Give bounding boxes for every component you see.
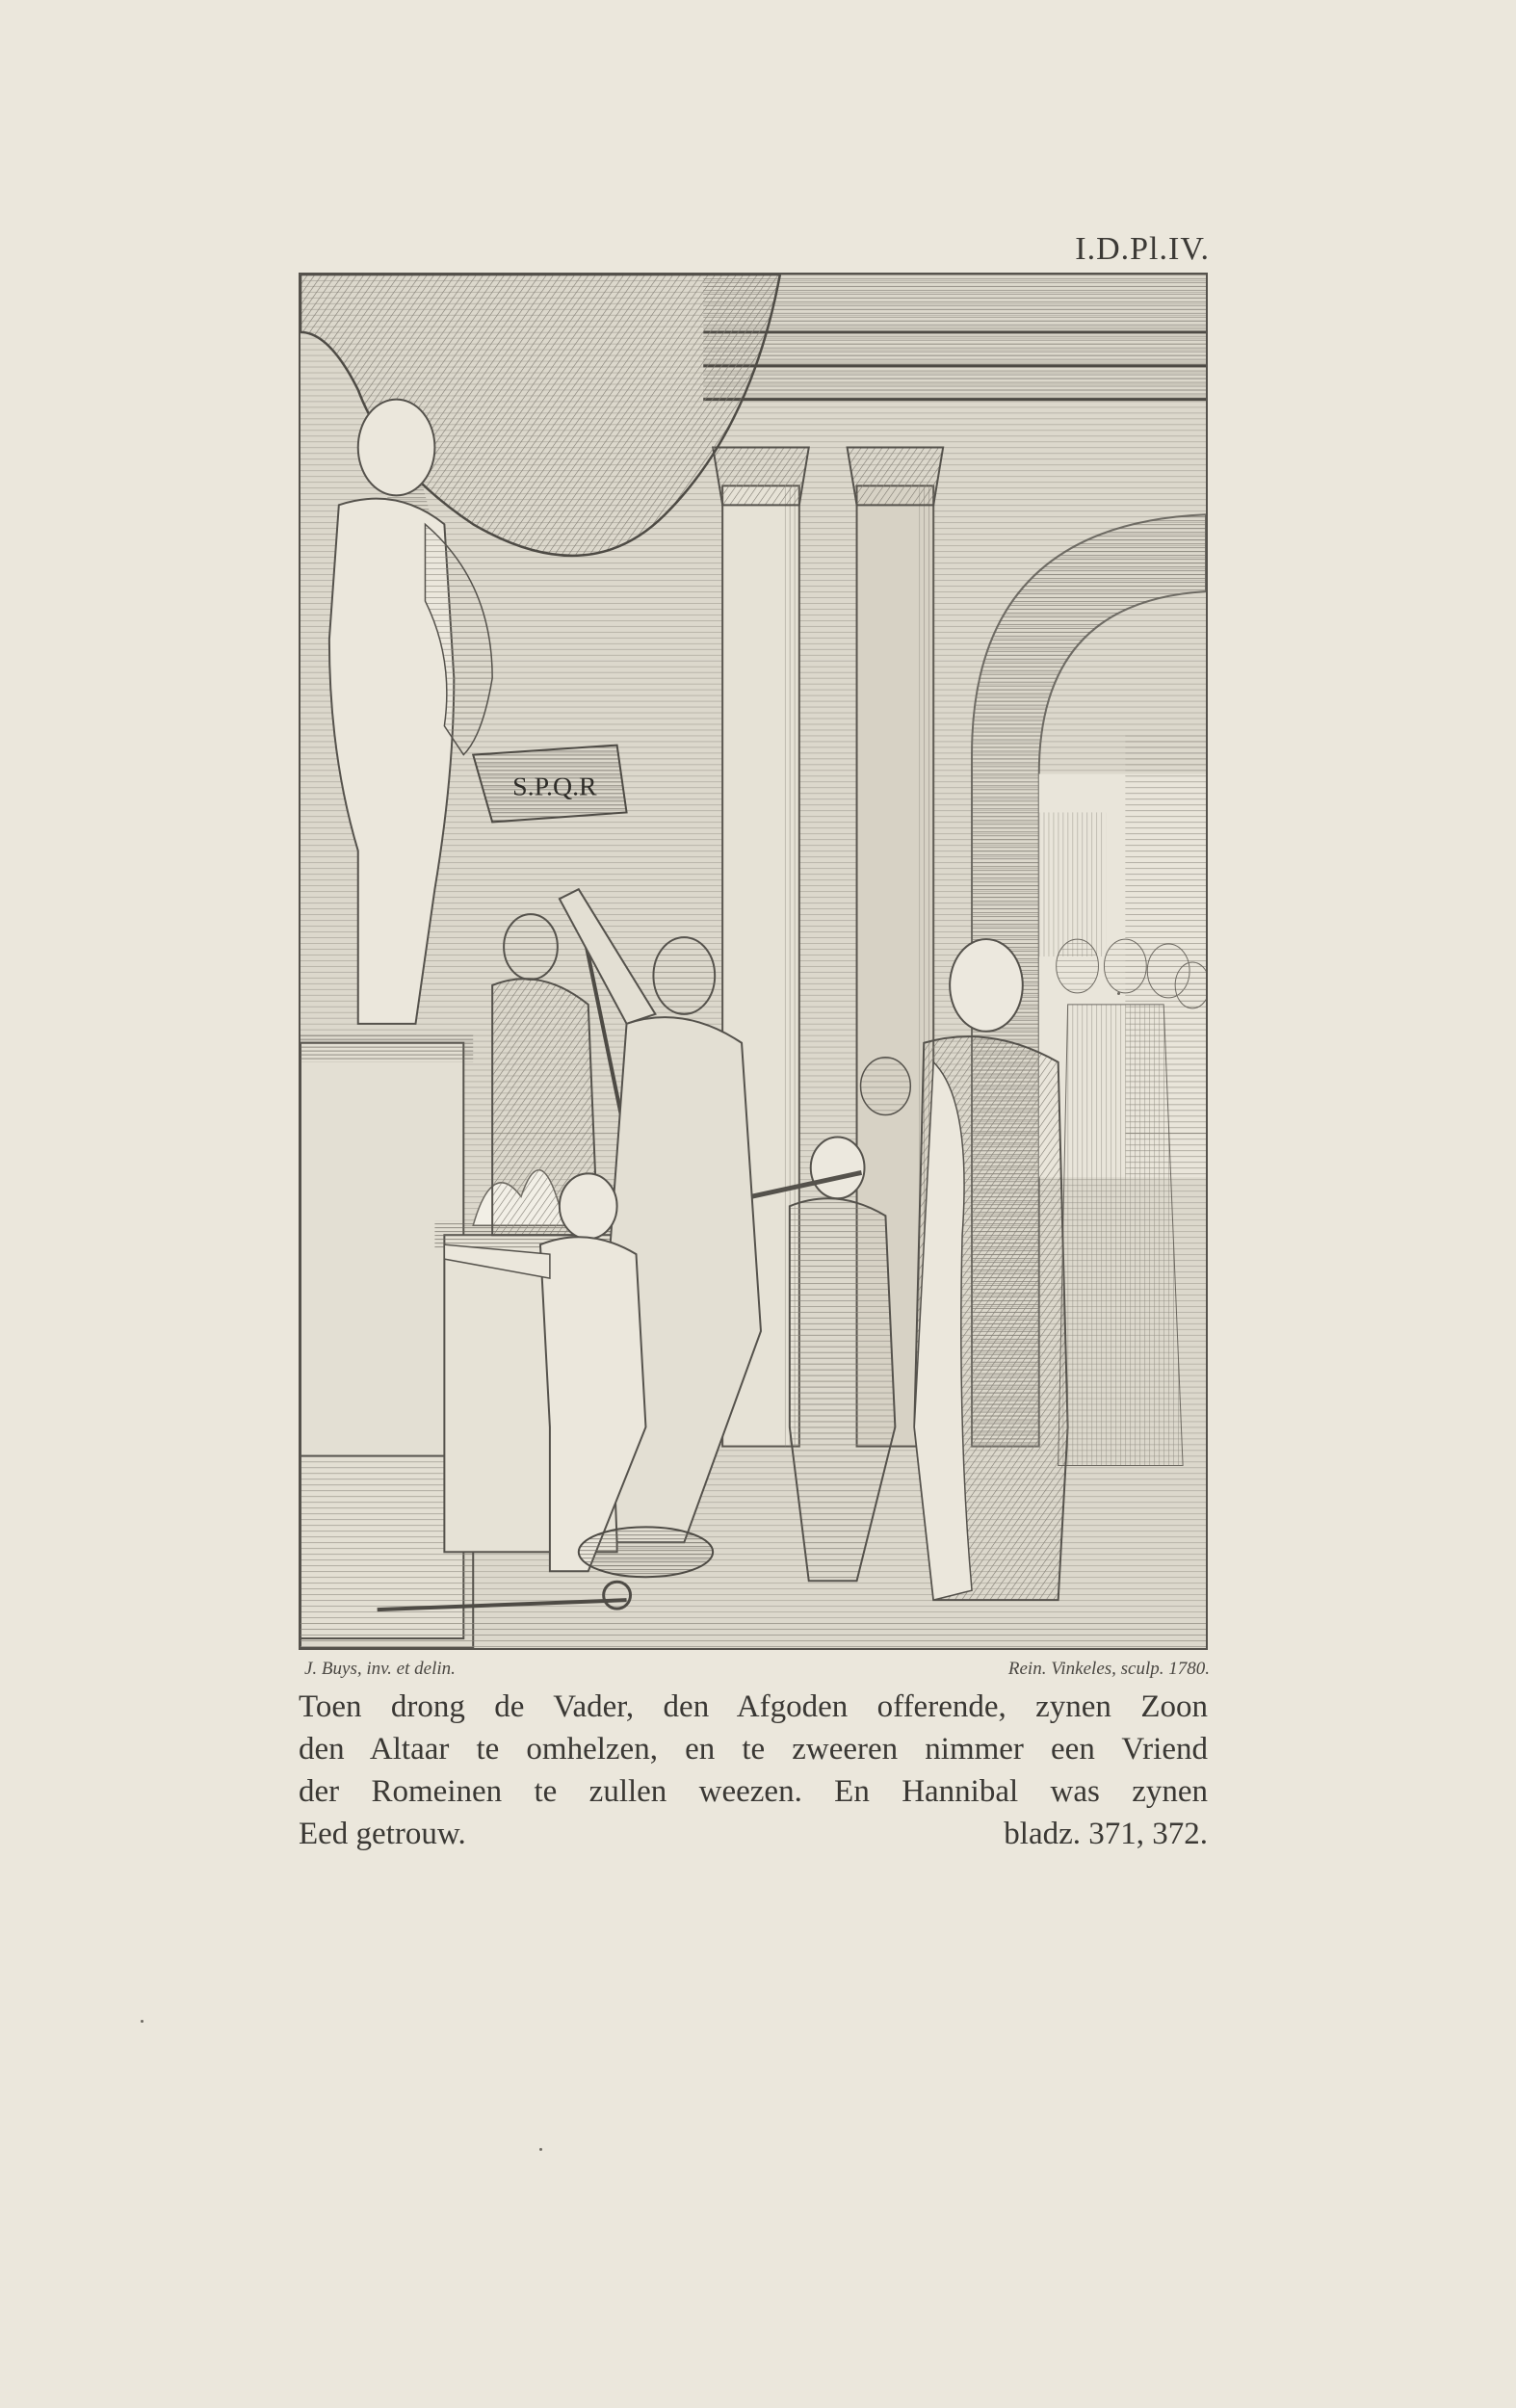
caption-line-1: Toen drong de Vader, den Afgoden offerende, zynen Zoon bbox=[299, 1689, 1208, 1724]
paper-speck bbox=[539, 2148, 542, 2151]
engraving-illustration bbox=[301, 275, 1206, 1648]
paper-speck bbox=[1117, 992, 1120, 995]
banner-text: S.P.Q.R bbox=[512, 772, 597, 802]
caption bbox=[299, 1686, 1208, 1855]
caption-line-4: Eed getrouw. bbox=[299, 1817, 466, 1851]
caption-line-2: den Altaar te omhelzen, en te zweeren nimmer een Vriend bbox=[299, 1732, 1208, 1767]
designer-credit: J. Buys, inv. et delin. bbox=[304, 1659, 456, 1679]
engraver-credit: Rein. Vinkeles, sculp. 1780. bbox=[1007, 1659, 1210, 1679]
caption-last-line bbox=[299, 1813, 1208, 1855]
paper-speck bbox=[141, 2020, 144, 2023]
caption-line-3: der Romeinen te zullen weezen. En Hannibal was zynen bbox=[299, 1774, 1208, 1809]
engraving-plate bbox=[299, 273, 1208, 1650]
page-reference: bladz. 371, 372. bbox=[1004, 1817, 1208, 1851]
plate-reference: I.D.Pl.IV. bbox=[1075, 231, 1210, 267]
